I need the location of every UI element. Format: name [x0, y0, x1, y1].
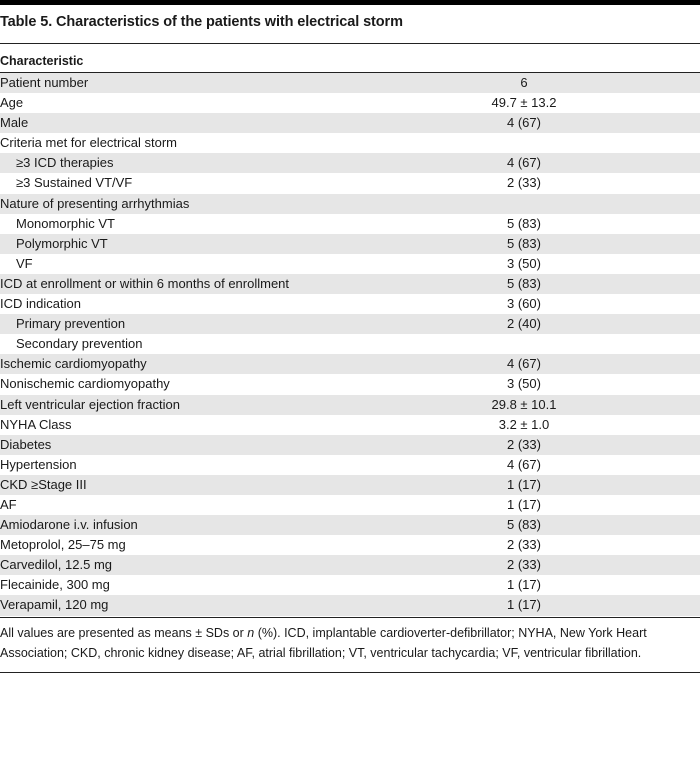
table-row	[0, 133, 700, 153]
title-divider	[0, 43, 700, 44]
row-value: 4 (67)	[507, 155, 541, 171]
top-rule	[0, 0, 700, 5]
row-value: 1 (17)	[507, 577, 541, 593]
row-value: 2 (33)	[507, 436, 541, 452]
row-label: Ischemic cardiomyopathy	[0, 356, 147, 372]
row-label: VF	[16, 255, 33, 271]
row-label: Nature of presenting arrhythmias	[0, 195, 190, 211]
row-value: 2 (33)	[507, 537, 541, 553]
row-value: 1 (17)	[507, 476, 541, 492]
table-row	[0, 153, 700, 173]
table-row	[0, 214, 700, 234]
row-label: Criteria met for electrical storm	[0, 135, 177, 151]
row-label: Diabetes	[0, 436, 52, 452]
row-label: ICD indication	[0, 296, 81, 312]
row-label: Male	[0, 115, 29, 131]
row-label: Verapamil, 120 mg	[0, 597, 109, 613]
row-label: Hypertension	[0, 456, 77, 472]
table-row	[0, 173, 700, 193]
row-label: Monomorphic VT	[16, 215, 115, 231]
table-row	[0, 354, 700, 374]
row-label: ICD at enrollment or within 6 months of enrollment	[0, 275, 290, 291]
row-label: CKD ≥Stage III	[0, 476, 87, 492]
table-bottom-rule	[0, 617, 700, 618]
table-row	[0, 314, 700, 334]
footnote-bottom-rule	[0, 672, 700, 673]
footnote-text-2: (%). ICD, implantable cardioverter-defibrillator; NYHA, New York Heart Association; CKD, chronic kidney disease; AF, atrial fibrillation; VT, ventricular tachycardia; VF, ventricular fibrillation.	[0, 626, 647, 660]
table-row	[0, 93, 700, 113]
row-value: 1 (17)	[507, 597, 541, 613]
table-row	[0, 334, 700, 354]
table-row	[0, 234, 700, 254]
row-value: 1 (17)	[507, 496, 541, 512]
row-value: 3 (50)	[507, 255, 541, 271]
row-label: Patient number	[0, 75, 89, 90]
table-row	[0, 495, 700, 515]
table-row	[0, 73, 700, 93]
row-value: 5 (83)	[507, 517, 541, 533]
table-row	[0, 435, 700, 455]
table-row	[0, 515, 700, 535]
table-footnote	[0, 623, 695, 663]
table-row	[0, 535, 700, 555]
row-value: 6	[520, 75, 528, 90]
table-row	[0, 475, 700, 495]
row-value: 5 (83)	[507, 235, 541, 251]
row-label: Primary prevention	[16, 316, 126, 332]
table-row	[0, 395, 700, 415]
row-label: ≥3 ICD therapies	[16, 155, 114, 171]
column-header-characteristic: Characteristic	[0, 54, 84, 68]
row-value: 4 (67)	[507, 356, 541, 372]
table-row	[0, 254, 700, 274]
table-row	[0, 294, 700, 314]
row-value: 3 (50)	[507, 376, 541, 392]
table-row	[0, 113, 700, 133]
footnote-italic-n: n	[247, 626, 255, 640]
table-row	[0, 455, 700, 475]
row-label: Left ventricular ejection fraction	[0, 396, 180, 412]
row-value: 2 (33)	[507, 557, 541, 573]
row-value: 4 (67)	[507, 456, 541, 472]
row-value: 29.8 ± 10.1	[491, 396, 557, 412]
row-value: 4 (67)	[507, 115, 541, 131]
row-label: ≥3 Sustained VT/VF	[16, 175, 133, 191]
row-label: Polymorphic VT	[16, 235, 108, 251]
footnote-text-1: All values are presented as means ± SDs or	[0, 626, 248, 640]
row-label: AF	[0, 496, 17, 512]
row-label: Secondary prevention	[16, 336, 143, 352]
row-label: Carvedilol, 12.5 mg	[0, 557, 112, 573]
table-row	[0, 374, 700, 394]
row-label: Age	[0, 95, 24, 111]
table-row	[0, 555, 700, 575]
row-value: 2 (40)	[507, 316, 541, 332]
table-row	[0, 274, 700, 294]
table-row	[0, 575, 700, 595]
table-row	[0, 415, 700, 435]
row-label: NYHA Class	[0, 416, 72, 432]
row-value: 5 (83)	[507, 275, 541, 291]
row-label: Metoprolol, 25–75 mg	[0, 537, 126, 553]
row-label: Flecainide, 300 mg	[0, 577, 110, 593]
row-value: 3 (60)	[507, 296, 541, 312]
row-label: Nonischemic cardiomyopathy	[0, 376, 170, 392]
table-body	[0, 73, 700, 616]
row-value: 3.2 ± 1.0	[498, 416, 550, 432]
table-row	[0, 595, 700, 615]
row-value: 49.7 ± 13.2	[491, 95, 557, 111]
table-row	[0, 194, 700, 214]
row-value: 5 (83)	[507, 215, 541, 231]
row-label: Amiodarone i.v. infusion	[0, 517, 138, 533]
table-title: Table 5. Characteristics of the patients with electrical storm	[0, 14, 403, 30]
row-value: 2 (33)	[507, 175, 541, 191]
